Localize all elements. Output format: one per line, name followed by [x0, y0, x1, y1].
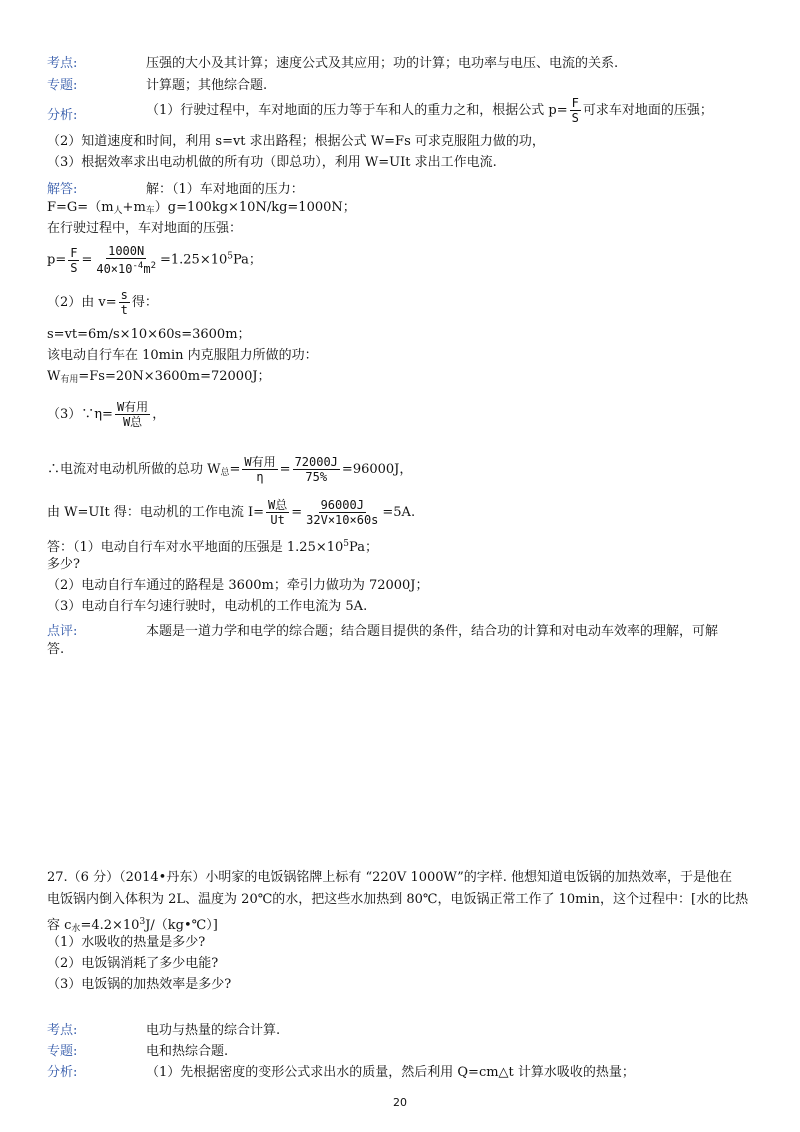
q27-fenxi-text: （1）先根据密度的变形公式求出水的质量，然后利用 Q=cm△t 计算水吸收的热量；	[146, 1065, 635, 1080]
q27-line-2: 电饭锅内倒入体积为 2L、温度为 20℃的水，把这些水加热到 80℃，电饭锅正常工作了 10min，这个过程中：[水的比热	[47, 892, 749, 907]
inmotion-line: 在行驶过程中，车对地面的压强：	[47, 221, 243, 236]
q27-sub-1: （1）水吸收的热量是多少?	[47, 935, 206, 950]
answer-extra: 多少?	[47, 557, 80, 572]
velocity-line: （2）由 v= $\frac{s}{t}$ 得：	[47, 288, 158, 317]
work-intro-line: 该电动自行车在 10min 内克服阻力所做的功：	[47, 348, 318, 363]
fraction-current-1: $\frac{\text{W总}}{Ut}$	[268, 498, 288, 527]
q27-sub-3: （3）电饭锅的加热效率是多少?	[47, 977, 232, 992]
label-dianping: 点评:	[47, 624, 78, 639]
distance-line: s=vt=6m/s×10×60s=3600m；	[47, 327, 251, 342]
label-fenxi-2: 分析:	[47, 1065, 78, 1080]
efficiency-line: （3）∵η= $\frac{\text{W有用}}{\text{W总}}$ ，	[47, 400, 166, 429]
fenxi-line-2: （2）知道速度和时间，利用 s=vt 求出路程；根据公式 W=Fs 可求克服阻力做的功，	[47, 134, 545, 149]
total-work-line: ∴电流对电动机所做的总功 $W_总=$ $\frac{\text{W有用}}{\eta}$ = $\frac{72000J}{75\%}$ =96000J，	[47, 455, 413, 484]
useful-work-line: $W_{有用}=Fs=20N\times 3600m=72000J$；	[47, 369, 271, 385]
fraction-efficiency: $\frac{\text{W有用}}{\text{W总}}$	[116, 400, 149, 429]
force-line: $F=G=(m_人+m_车)g=100kg\times 10N/kg=1000N$；	[47, 200, 356, 216]
answer-line-3: （3）电动自行车匀速行驶时，电动机的工作电流为 5A.	[47, 599, 368, 614]
label-jieda: 解答:	[47, 182, 78, 197]
q27-line-1: 27.（6 分）（2014•丹东）小明家的电饭锅铭牌上标有 “220V 1000W”的字样. 他想知道电饭锅的加热效率，于是他在	[47, 870, 733, 885]
fraction-f-over-s: $\frac{F}{S}$	[571, 96, 579, 125]
q27-line-3: 容 $c_水=4.2\times 10^3J/(kg•℃)$]	[47, 917, 218, 934]
label-kaodian-2: 考点:	[47, 1023, 78, 1038]
fraction-pressure-value: $\frac{1000N}{40\times 10^{-4}m^2}$	[96, 244, 156, 276]
label-zhuanti-2: 专题:	[47, 1044, 78, 1059]
q27-kaodian-text: 电功与热量的综合计算.	[146, 1023, 281, 1038]
dianping-text-1: 本题是一道力学和电学的综合题；结合题目提供的条件，结合功的计算和对电动车效率的理解，可解	[146, 624, 719, 639]
jieda-head: 解：（1）车对地面的压力：	[146, 182, 304, 197]
page-number: 20	[393, 1096, 407, 1109]
answer-line-2: （2）电动自行车通过的路程是 3600m；牵引力做功为 72000J；	[47, 578, 429, 593]
current-line: 由 W=UIt 得：电动机的工作电流 I= $\frac{\text{W总}}{Ut}$ = $\frac{96000J}{32V\times 10\times 60s}$ =5A.	[47, 498, 416, 527]
label-fenxi: 分析:	[47, 108, 78, 123]
dianping-text-2: 答.	[47, 642, 65, 657]
fraction-current-2: $\frac{96000J}{32V\times 10\times 60s}$	[306, 498, 379, 527]
kaodian-text: 压强的大小及其计算；速度公式及其应用；功的计算；电功率与电压、电流的关系.	[146, 56, 619, 71]
label-kaodian: 考点:	[47, 56, 78, 71]
zhuanti-text: 计算题；其他综合题.	[146, 78, 268, 93]
q27-sub-2: （2）电饭锅消耗了多少电能?	[47, 956, 219, 971]
label-zhuanti: 专题:	[47, 78, 78, 93]
pressure-line: p= $\frac{F}{S}$ = $\frac{1000N}{40\times 10^{-4}m^2}$ $=1.25\times 10^5Pa$；	[47, 244, 262, 276]
fenxi-line-3: （3）根据效率求出电动机做的所有功（即总功），利用 W=UIt 求出工作电流.	[47, 155, 497, 170]
fraction-f-over-s-2: $\frac{F}{S}$	[70, 245, 78, 275]
fenxi-line-1: （1）行驶过程中，车对地面的压力等于车和人的重力之和，根据公式 p= $\frac{F}{S}$ 可求车对地面的压强；	[146, 96, 713, 125]
answer-line-1: 答：（1）电动自行车对水平地面的压强是 $1.25\times 10^5Pa$；	[47, 539, 378, 555]
fraction-total-work-1: $\frac{\text{W有用}}{\eta}$	[244, 455, 276, 484]
fraction-total-work-2: $\frac{72000J}{75\%}$	[294, 455, 338, 484]
fraction-s-over-t: $\frac{s}{t}$	[120, 288, 128, 317]
q27-zhuanti-text: 电和热综合题.	[146, 1044, 229, 1059]
